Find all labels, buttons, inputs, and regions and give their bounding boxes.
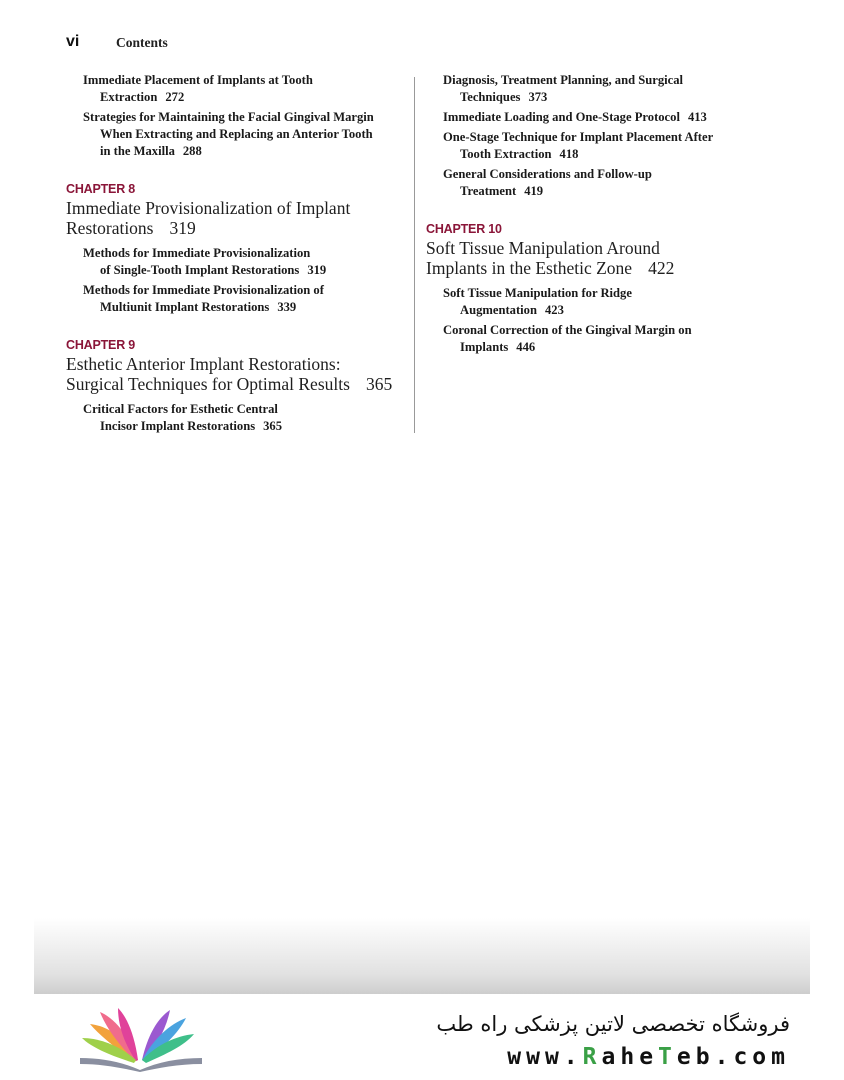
- page-ref: 413: [687, 110, 707, 124]
- toc-entry[interactable]: Immediate Loading and One-Stage Protocol 413: [443, 110, 707, 124]
- page-number: vi: [66, 33, 80, 50]
- page-ref: 419: [524, 184, 544, 198]
- chapter-label: CHAPTER 8: [66, 182, 136, 196]
- page-ref: 418: [559, 147, 579, 161]
- column-divider: [414, 77, 415, 433]
- page-ref: 365: [263, 419, 282, 433]
- toc-entry[interactable]: Immediate Placement of Implants at Tooth Extraction 272: [83, 73, 313, 104]
- chapter-title[interactable]: Immediate Provisionalization of Implant Restorations 319: [66, 198, 351, 238]
- page-ref: 319: [307, 263, 327, 277]
- page-ref: 288: [182, 144, 202, 158]
- page-ref: 365: [365, 374, 393, 394]
- page-ref: 319: [169, 218, 196, 238]
- toc-entry[interactable]: Methods for Immediate Provisionalization of Multiunit Implant Restorations 339: [83, 283, 324, 314]
- page-ref: 272: [165, 90, 185, 104]
- page-ref: 339: [277, 300, 297, 314]
- chapter-title[interactable]: Esthetic Anterior Implant Restorations: Surgical Techniques for Optimal Results 365: [66, 354, 393, 394]
- page-bottom-shadow: [34, 918, 810, 994]
- toc-entry[interactable]: Strategies for Maintaining the Facial Gingival Margin When Extracting and Replacing an Anterior Tooth in the Maxilla 288: [83, 110, 374, 158]
- chapter-title[interactable]: Soft Tissue Manipulation Around Implants in the Esthetic Zone 422: [426, 238, 675, 278]
- page-ref: 422: [648, 258, 675, 278]
- chapter-label: CHAPTER 9: [66, 338, 136, 352]
- toc-entry[interactable]: One-Stage Technique for Implant Placement After Tooth Extraction 418: [443, 130, 714, 161]
- toc-entry[interactable]: Diagnosis, Treatment Planning, and Surgical Techniques 373: [443, 73, 684, 104]
- page-ref: 423: [544, 303, 564, 317]
- open-book-logo-icon: [78, 1008, 204, 1072]
- toc-entry[interactable]: Methods for Immediate Provisionalization of Single-Tooth Implant Restorations 319: [83, 246, 327, 277]
- running-head: Contents: [116, 35, 168, 50]
- toc-entry[interactable]: Coronal Correction of the Gingival Margin on Implants 446: [443, 323, 692, 354]
- toc-left-column: [66, 72, 404, 438]
- toc-entry[interactable]: Critical Factors for Esthetic Central Incisor Implant Restorations 365: [83, 402, 282, 433]
- page-ref: 446: [516, 340, 536, 354]
- shop-name: فروشگاه تخصصی لاتین پزشکی راه طب: [436, 1012, 790, 1036]
- toc-entry[interactable]: Soft Tissue Manipulation for Ridge Augmentation 423: [443, 286, 632, 317]
- toc-entry[interactable]: General Considerations and Follow-up Treatment 419: [443, 167, 652, 198]
- toc-right-column: [426, 72, 766, 359]
- chapter-label: CHAPTER 10: [426, 222, 502, 236]
- site-url[interactable]: www.RaheTeb.com: [507, 1044, 790, 1070]
- page-ref: 373: [528, 90, 548, 104]
